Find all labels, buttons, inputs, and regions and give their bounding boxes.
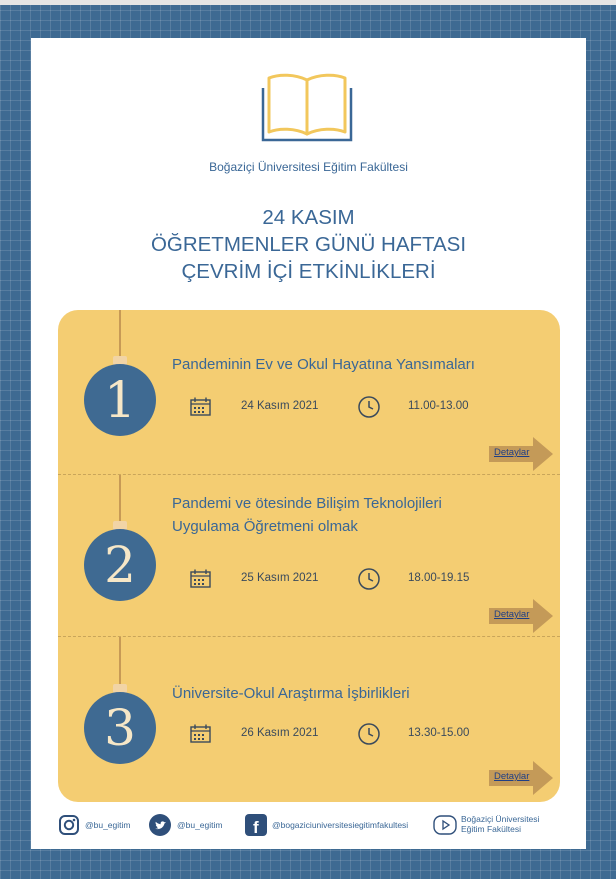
facebook-handle[interactable]: @bogaziciuniversitesiegitimfakultesi xyxy=(272,820,409,830)
event-title-line: Üniversite-Okul Araştırma İşbirlikleri xyxy=(172,685,410,702)
event-title-line: Pandemi ve ötesinde Bilişim Teknolojileri xyxy=(172,495,442,512)
title-line-1: 24 KASIM xyxy=(262,206,355,229)
youtube-icon[interactable] xyxy=(433,814,457,836)
event-title xyxy=(172,492,542,538)
ornament-string xyxy=(119,310,121,358)
event-time: 11.00-13.00 xyxy=(408,400,469,412)
youtube-channel-line: Boğaziçi Üniversitesi xyxy=(461,814,540,824)
faculty-name: Boğaziçi Üniversitesi Eğitim Fakültesi xyxy=(209,160,408,174)
top-strip xyxy=(0,0,616,5)
youtube-channel[interactable] xyxy=(461,814,539,834)
event-date: 25 Kasım 2021 xyxy=(241,572,319,584)
clock-icon xyxy=(357,722,381,746)
event-divider xyxy=(58,474,560,475)
clock-icon xyxy=(357,395,381,419)
event-time: 13.30-15.00 xyxy=(408,727,470,739)
social-footer xyxy=(31,809,586,841)
instagram-handle[interactable]: @bu_egitim xyxy=(85,820,131,830)
ornament-number-1: 1 xyxy=(84,364,156,436)
book-logo-icon xyxy=(261,70,353,142)
event-date: 24 Kasım 2021 xyxy=(241,400,319,412)
title-line-3: ÇEVRİM İÇİ ETKİNLİKLERİ xyxy=(181,260,436,283)
event-title xyxy=(172,682,542,705)
youtube-channel-line: Eğitim Fakültesi xyxy=(461,824,521,834)
svg-text:f: f xyxy=(253,818,259,836)
ornament-number-2: 2 xyxy=(84,529,156,601)
details-link[interactable]: Detaylar xyxy=(494,609,530,620)
ornament-number-3: 3 xyxy=(84,692,156,764)
event-title-line: Uygulama Öğretmeni olmak xyxy=(172,518,358,535)
calendar-icon xyxy=(190,724,211,743)
event-time: 18.00-19.15 xyxy=(408,572,470,584)
facebook-icon[interactable] xyxy=(245,814,267,836)
event-date: 26 Kasım 2021 xyxy=(241,727,319,739)
details-link[interactable]: Detaylar xyxy=(494,447,530,458)
calendar-icon xyxy=(190,569,211,588)
ornament-string xyxy=(119,475,121,521)
ornament-string xyxy=(119,637,121,684)
details-link[interactable]: Detaylar xyxy=(494,771,530,782)
event-title-line: Pandeminin Ev ve Okul Hayatına Yansımaları xyxy=(172,356,475,373)
poster-card xyxy=(31,38,586,849)
page-title xyxy=(31,204,586,285)
instagram-icon[interactable] xyxy=(58,814,80,836)
event-divider xyxy=(58,636,560,637)
twitter-handle[interactable]: @bu_egitim xyxy=(177,820,223,830)
clock-icon xyxy=(357,567,381,591)
event-title xyxy=(172,353,542,376)
events-panel xyxy=(58,310,560,802)
twitter-icon[interactable] xyxy=(149,814,171,836)
title-line-2: ÖĞRETMENLER GÜNÜ HAFTASI xyxy=(150,233,467,256)
calendar-icon xyxy=(190,397,211,416)
